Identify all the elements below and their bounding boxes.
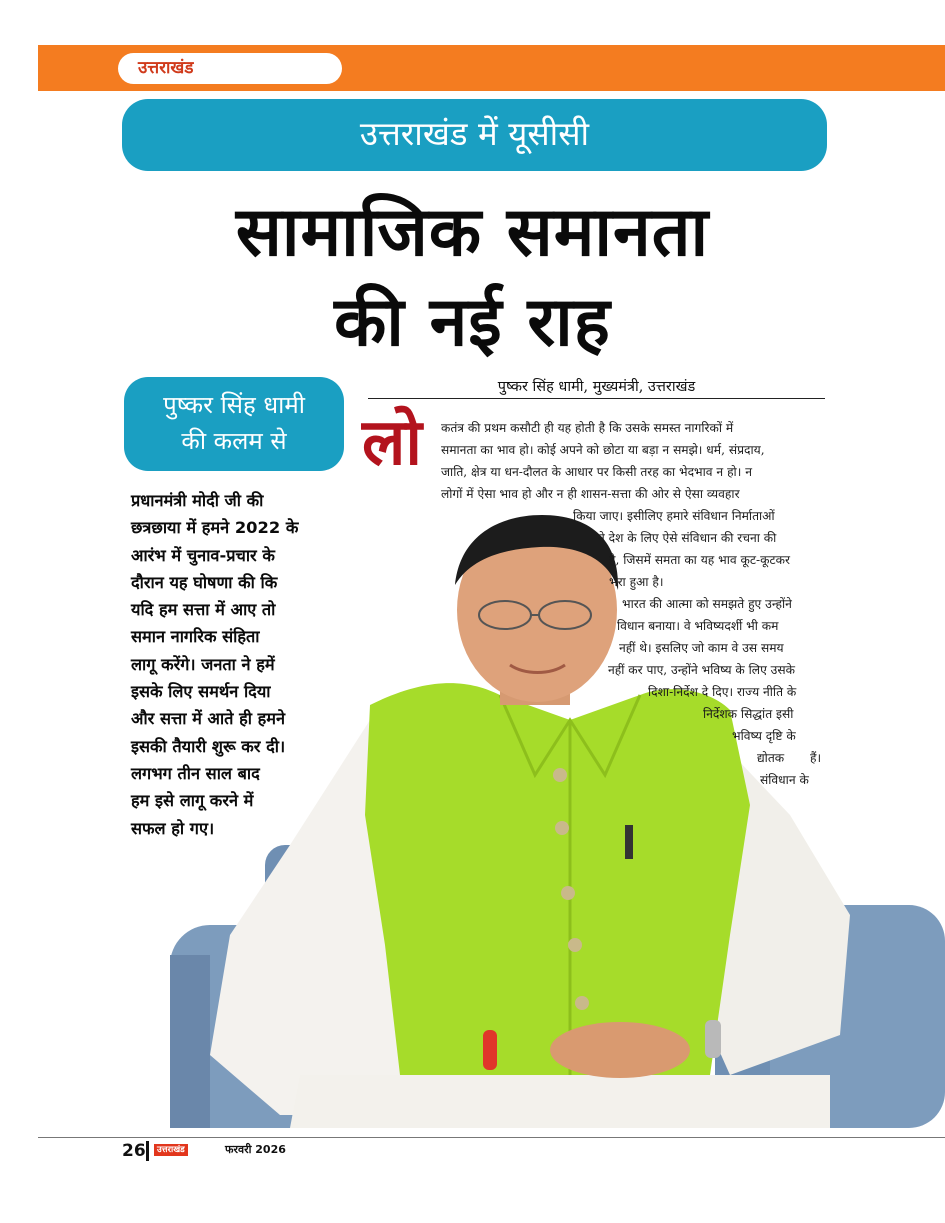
watch-icon — [705, 1020, 721, 1058]
pen-icon — [625, 825, 633, 859]
body-line: निर्देशक सिद्धांत इसी — [703, 707, 794, 721]
pull-quote-line: छत्रछाया में हमने 2022 के — [131, 518, 299, 538]
pull-quote-line: और सत्ता में आते ही हमने — [131, 709, 286, 729]
pull-quote-line: लगभग तीन साल बाद — [131, 763, 260, 783]
footer-rule — [38, 1137, 945, 1138]
pull-quote-line: यदि हम सत्ता में आए तो — [131, 600, 276, 620]
pull-quote-line: सफल हो गए। — [131, 818, 215, 838]
body-line: लोगों में ऐसा भाव हो और न ही शासन-सत्ता की ओर से ऐसा व्यवहार — [441, 487, 740, 501]
headline-line-2: की नई राह — [334, 283, 611, 362]
footer-divider — [146, 1141, 149, 1161]
body-line: भरा हुआ है। — [609, 575, 664, 589]
body-line: नहीं थे। इसलिए जो काम वे उस समय — [619, 641, 784, 655]
pull-quote — [131, 487, 341, 842]
byline-line-2: की कलम से — [181, 427, 287, 455]
body-line: भविष्य दृष्टि के — [732, 729, 796, 743]
body-line: विधान बनाया। वे भविष्यदर्शी भी कम — [617, 619, 779, 633]
page-number: 26 — [122, 1141, 146, 1161]
body-line: संविधान के — [760, 773, 809, 787]
section-label: उत्तराखंड — [118, 53, 342, 84]
hands — [550, 1022, 690, 1078]
pull-quote-line: इसके लिए समर्थन दिया — [131, 682, 271, 702]
body-line: कतंत्र की प्रथम कसौटी ही यह होती है कि उसके समस्त नागरिकों में — [441, 421, 734, 435]
body-line: जाति, क्षेत्र या धन-दौलत के आधार पर किसी तरह का भेदभाव न हो। न — [441, 465, 752, 479]
pull-quote-line: प्रधानमंत्री मोदी जी की — [131, 491, 264, 510]
author-line: पुष्कर सिंह धामी, मुख्यमंत्री, उत्तराखंड — [368, 376, 825, 399]
body-line: ने देश के लिए ऐसे संविधान की रचना की — [598, 531, 777, 545]
pull-quote-line: लागू करेंगे। जनता ने हमें — [131, 654, 275, 674]
dropcap: लो — [362, 405, 422, 480]
pull-quote-line: समान नागरिक संहिता — [131, 627, 260, 647]
body-line: है, जिसमें समता का यह भाव कूट-कूटकर — [609, 553, 790, 567]
issue-date: फरवरी 2026 — [225, 1143, 286, 1156]
pull-quote-line: हम इसे लागू करने में — [131, 791, 254, 811]
pull-quote-line: इसकी तैयारी शुरू कर दी। — [131, 736, 286, 756]
body-line: समानता का भाव हो। कोई अपने को छोटा या बड़ा न समझे। धर्म, संप्रदाय, — [441, 443, 765, 457]
byline-line-1: पुष्कर सिंह धामी — [163, 391, 305, 419]
body-line: द्योतक हैं। — [757, 751, 822, 765]
pull-quote-line: आरंभ में चुनाव-प्रचार के — [131, 545, 275, 565]
body-line: नहीं कर पाए, उन्होंने भविष्य के लिए उसके — [608, 663, 795, 677]
wrist-thread — [483, 1030, 497, 1070]
body-line: भारत की आत्मा को समझते हुए उन्होंने — [622, 597, 792, 611]
kicker-banner: उत्तराखंड में यूसीसी — [122, 99, 827, 171]
magazine-logo: उत्तराखंड — [154, 1144, 188, 1156]
pull-quote-line: दौरान यह घोषणा की कि — [131, 572, 278, 592]
body-line: दिशा-निर्देश दे दिए। राज्य नीति के — [648, 685, 797, 699]
body-line: किया जाए। इसीलिए हमारे संविधान निर्माताओं — [573, 509, 775, 523]
headline-line-1: सामाजिक समानता — [235, 193, 710, 272]
